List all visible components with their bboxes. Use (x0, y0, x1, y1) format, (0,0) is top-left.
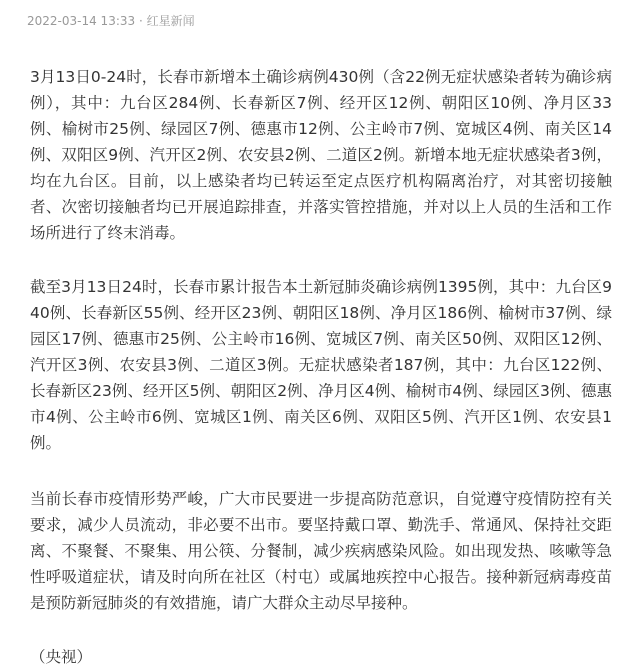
source-note: （央视） (30, 648, 93, 666)
meta-separator: · (135, 14, 147, 28)
paragraph-new-cases: 3月13日0-24时，长春市新增本土确诊病例430例（含22例无症状感染者转为确诊病例），其中：九台区284例、长春新区7例、经开区12例、朝阳区10例、净月区33例、榆树市25例、绿园区7例、德惠市12例、公主岭市7例、宽城区4例、南关区14例、双阳区9例、汽开区2例、农安县2例、二道区2例。新增本地无症状感染者3例，均在九台区。目前，以上感染者均已转运至定点医疗机构隔离治疗，对其密切接触者、次密切接触者均已开展追踪排查，并落实管控措施，并对以上人员的生活和工作场所进行了终末消毒。 (30, 68, 612, 242)
article-body (30, 64, 612, 670)
article-meta (27, 11, 195, 31)
paragraph-cumulative-cases: 截至3月13日24时，长春市累计报告本土新冠肺炎确诊病例1395例，其中：九台区940例、长春新区55例、经开区23例、朝阳区18例、净月区186例、榆树市37例、绿园区17例、德惠市25例、公主岭市16例、宽城区7例、南关区50例、双阳区12例、汽开区3例、农安县3例、二道区3例。无症状感染者187例，其中：九台区122例、长春新区23例、经开区5例、朝阳区2例、净月区4例、榆树市4例、绿园区3例、德惠市4例、公主岭市6例、宽城区1例、南关区6例、双阳区5例、汽开区1例、农安县1例。 (30, 278, 612, 452)
publish-datetime: 2022-03-14 13:33 (27, 14, 136, 28)
publisher-name: 红星新闻 (146, 14, 195, 28)
paragraph-prevention-advice: 当前长春市疫情形势严峻，广大市民要进一步提高防范意识，自觉遵守疫情防控有关要求，减少人员流动，非必要不出市。要坚持戴口罩、勤洗手、常通风、保持社交距离、不聚餐、不聚集、用公筷、分餐制，减少疾病感染风险。如出现发热、咳嗽等急性呼吸道症状，请及时向所在社区（村屯）或属地疾控中心报告。接种新冠病毒疫苗是预防新冠肺炎的有效措施，请广大群众主动尽早接种。 (30, 490, 612, 612)
